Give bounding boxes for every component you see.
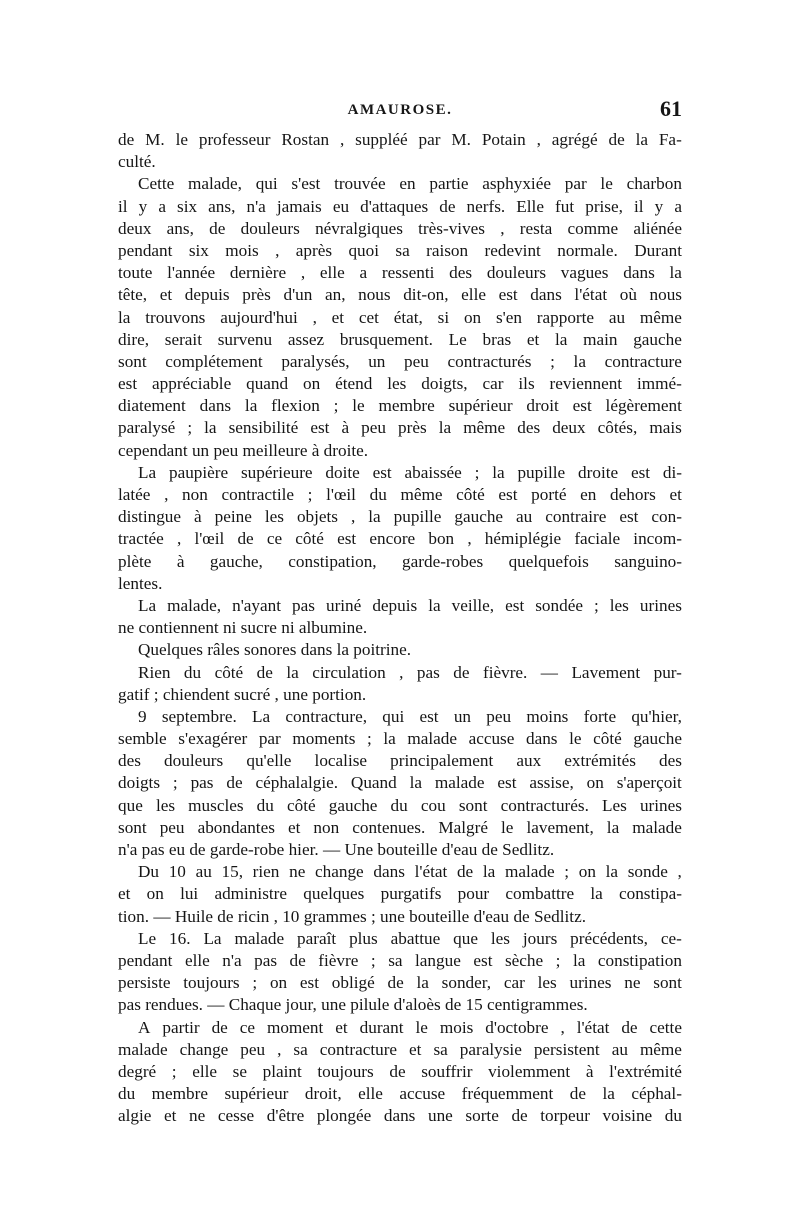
text-line: 9 septembre. La contracture, qui est un peu moins forte qu'hier, xyxy=(138,706,682,726)
text-line: algie et ne cesse d'être plongée dans une sorte de torpeur voisine du xyxy=(118,1106,682,1126)
text-line: tête, et depuis près d'un an, nous dit-on, elle est dans l'état où nous xyxy=(118,285,682,305)
text-line: la trouvons aujourd'hui , et cet état, si on s'en rapporte au même xyxy=(118,307,682,327)
text-line: La paupière supérieure doite est abaissée ; la pupille droite est di- xyxy=(138,462,682,482)
text-line: latée , non contractile ; l'œil du même côté est porté en dehors et xyxy=(118,485,682,504)
text-line: Le 16. La malade paraît plus abattue que les jours précédents, ce- xyxy=(138,928,682,948)
text-line: n'a pas eu de garde-robe hier. — Une bouteille d'eau de Sedlitz. xyxy=(118,840,555,859)
text-line: Rien du côté de la circulation , pas de fièvre. — Lavement pur- xyxy=(138,662,682,682)
text-line: toute l'année dernière , elle a ressenti des douleurs vagues dans la xyxy=(118,263,682,283)
text-line: distingue à peine les objets , la pupille gauche au contraire est con- xyxy=(118,507,682,527)
text-line: des douleurs qu'elle localise principalement aux extrémités des xyxy=(118,751,682,771)
text-line: culté. xyxy=(118,152,156,172)
text-line: que les muscles du côté gauche du cou sont contracturés. Les urines xyxy=(118,795,682,815)
text-line: et on lui administre quelques purgatifs pour combattre la constipa- xyxy=(118,884,682,904)
text-line: du membre supérieur droit, elle accuse fréquemment de la céphal- xyxy=(118,1084,682,1104)
text-line: Cette malade, qui s'est trouvée en partie asphyxiée par le charbon xyxy=(138,174,682,194)
text-line: pendant six mois , après quoi sa raison redevint normale. Durant xyxy=(118,240,682,260)
text-line: Du 10 au 15, rien ne change dans l'état de la malade ; on la sonde , xyxy=(138,862,682,882)
text-line: doigts ; pas de céphalalgie. Quand la malade est assise, on s'aperçoit xyxy=(118,773,682,793)
text-line: est appréciable quand on étend les doigts, car ils reviennent immé- xyxy=(118,374,682,394)
text-line: tion. — Huile de ricin , 10 grammes ; une bouteille d'eau de Sedlitz. xyxy=(118,906,586,926)
text-line: paralysé ; la sensibilité est à peu près la même des deux côtés, mais xyxy=(118,418,682,438)
text-line: ne contiennent ni sucre ni albumine. xyxy=(118,618,368,638)
text-line: sont peu abondantes et non contenues. Malgré le lavement, la malade xyxy=(118,817,682,837)
page-header xyxy=(118,96,682,126)
text-line: semble s'exagérer par moments ; la malade accuse dans le côté gauche xyxy=(118,729,682,749)
text-line: il y a six ans, n'a jamais eu d'attaques de nerfs. Elle fut prise, il y a xyxy=(118,196,682,216)
text-line: persiste toujours ; on est obligé de la sonder, car les urines ne sont xyxy=(118,973,682,993)
text-line: malade change peu , sa contracture et sa paralysie persistent au même xyxy=(118,1039,682,1059)
body-text xyxy=(118,129,682,1127)
text-line: A partir de ce moment et durant le mois d'octobre , l'état de cette xyxy=(138,1017,682,1037)
text-line: tractée , l'œil de ce côté est encore bon , hémiplégie faciale incom- xyxy=(118,529,682,549)
text-line: de M. le professeur Rostan , suppléé par M. Potain , agrégé de la Fa- xyxy=(118,130,682,149)
text-line: sont complétement paralysés, un peu contracturés ; la contracture xyxy=(118,351,682,371)
text-line: diatement dans la flexion ; le membre supérieur droit est légèrement xyxy=(118,396,682,416)
text-line: lentes. xyxy=(118,573,163,593)
text-line: pas rendues. — Chaque jour, une pilule d'aloès de 15 centigrammes. xyxy=(118,995,588,1015)
text-line: dire, serait survenu assez brusquement. Le bras et la main gauche xyxy=(118,329,682,349)
text-line: deux ans, de douleurs névralgiques très-vives , resta comme aliénée xyxy=(118,218,682,238)
text-line: cependant un peu meilleure à droite. xyxy=(118,440,369,460)
text-line: pendant elle n'a pas de fièvre ; sa langue est sèche ; la constipation xyxy=(118,950,682,970)
text-line: La malade, n'ayant pas uriné depuis la veille, est sondée ; les urines xyxy=(138,595,682,615)
running-title: AMAUROSE. xyxy=(347,102,453,118)
text-line: gatif ; chiendent sucré , une portion. xyxy=(118,684,367,704)
text-line: plète à gauche, constipation, garde-robes quelquefois sanguino- xyxy=(118,551,682,571)
text-line: degré ; elle se plaint toujours de souffrir violemment à l'extrémité xyxy=(118,1061,682,1081)
page-number: 61 xyxy=(660,96,682,121)
text-line: Quelques râles sonores dans la poitrine. xyxy=(138,640,412,660)
